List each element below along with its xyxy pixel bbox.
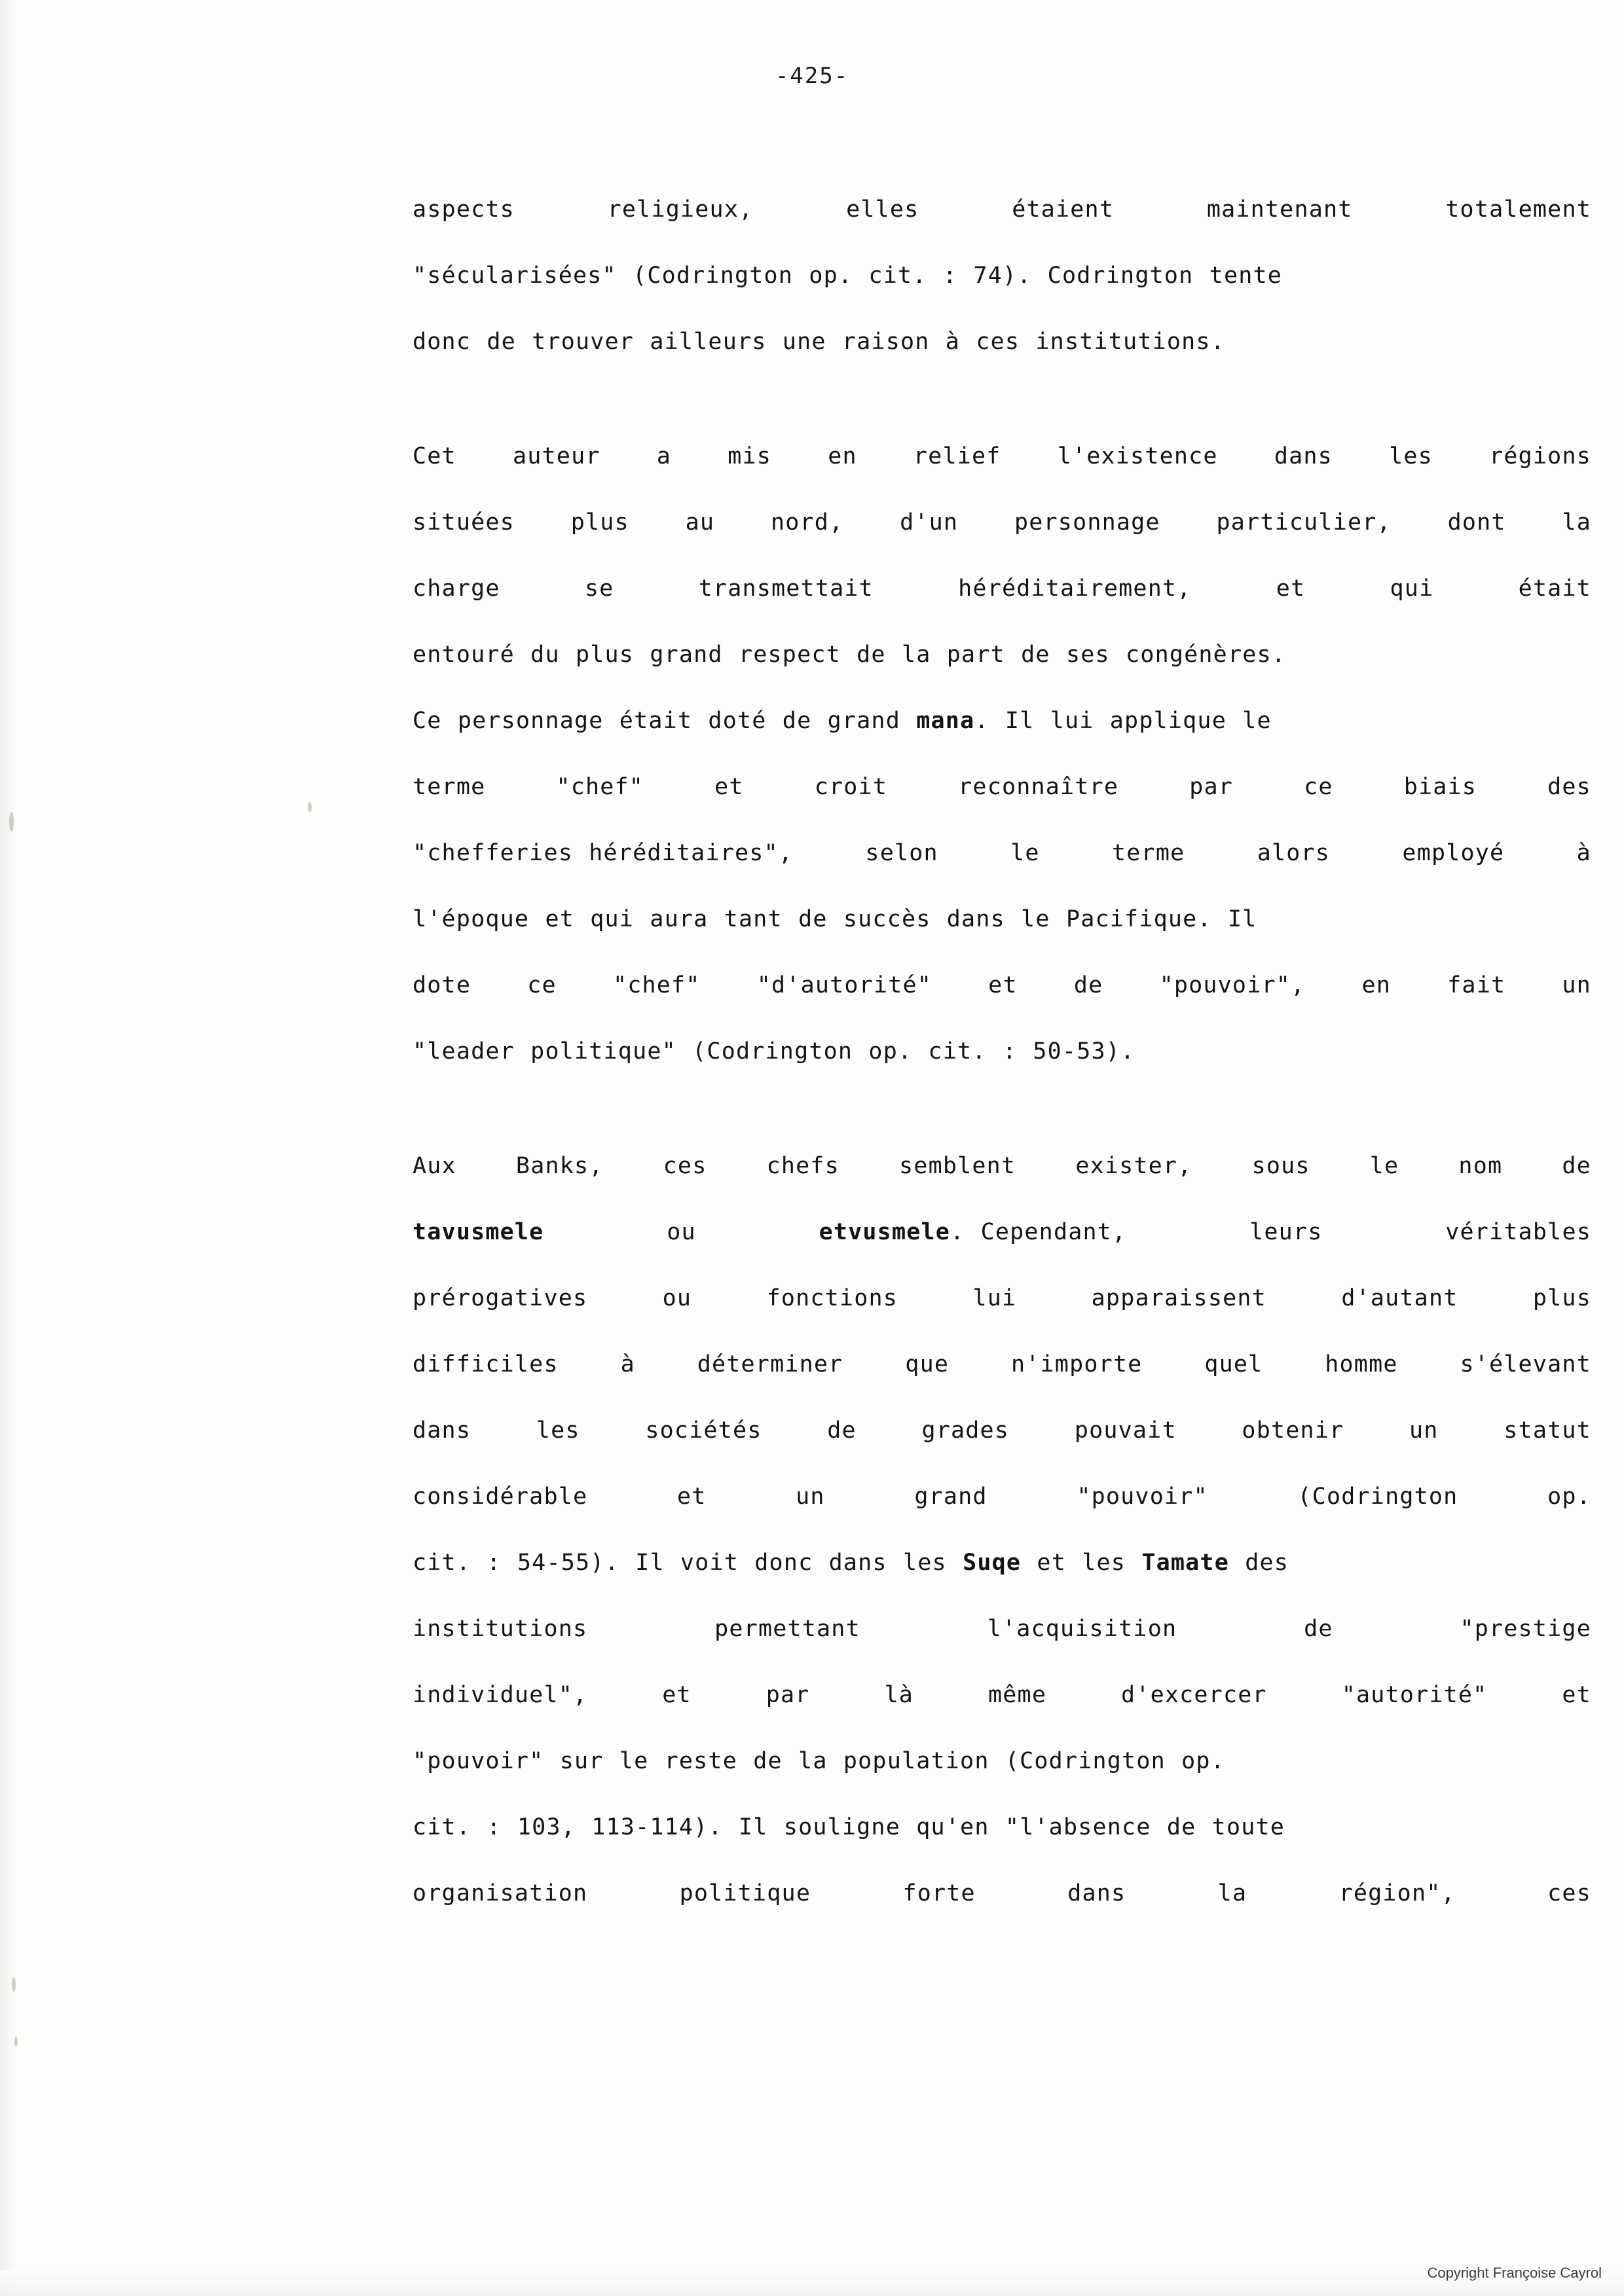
vernacular-term: Suqe — [963, 1550, 1022, 1576]
text-line: terme "chef" et croit reconnaître par ce biais des — [413, 774, 1591, 800]
scan-speck — [9, 812, 14, 831]
emphasis-term: mana — [916, 708, 975, 734]
copyright-notice: Copyright Françoise Cayrol — [1427, 2265, 1602, 2281]
text-line: cit. : 54-55). Il voit donc dans les Suqe et les Tamate des — [413, 1550, 1289, 1576]
text-line: l'époque et qui aura tant de succès dans le Pacifique. Il — [413, 906, 1257, 932]
text-line: entouré du plus grand respect de la part de ses congénères. — [413, 642, 1287, 668]
text-line: situées plus au nord, d'un personnage particulier, dont la — [413, 509, 1591, 536]
text-line: individuel", et par là même d'excercer "autorité" et — [413, 1682, 1591, 1708]
scan-speck — [12, 1977, 16, 1992]
text-line: Cet auteur a mis en relief l'existence dans les régions — [413, 443, 1591, 469]
text-line: tavusmele ou etvusmele. Cependant, leurs véritables — [413, 1199, 1591, 1266]
text-line: Ce personnage était doté de grand mana. Il lui applique le — [413, 708, 1272, 734]
paragraph — [413, 177, 1591, 375]
scan-speck — [308, 802, 312, 812]
text-line: "sécularisées" (Codrington op. cit. : 74). Codrington tente — [413, 263, 1283, 289]
vernacular-term: tavusmele — [413, 1219, 544, 1245]
vernacular-term: Tamate — [1141, 1550, 1229, 1576]
paragraph — [413, 424, 1591, 1085]
text-line: considérable et un grand "pouvoir" (Codrington op. — [413, 1484, 1591, 1510]
text-line: "chefferies héréditaires", selon le terme alors employé à — [413, 840, 1591, 866]
text-line: dote ce "chef" "d'autorité" et de "pouvoir", en fait un — [413, 972, 1591, 998]
text-line: charge se transmettait héréditairement, et qui était — [413, 575, 1591, 602]
text-line: aspects religieux, elles étaient maintenant totalement — [413, 196, 1591, 223]
text-line: institutions permettant l'acquisition de "prestige — [413, 1616, 1591, 1642]
text-line: "leader politique" (Codrington op. cit. : 50-53). — [413, 1038, 1135, 1065]
document-body — [413, 177, 1591, 1927]
paragraph — [413, 1133, 1591, 1927]
text-line: cit. : 103, 113-114). Il souligne qu'en "l'absence de toute — [413, 1814, 1285, 1840]
text-line: Aux Banks, ces chefs semblent exister, sous le nom de — [413, 1153, 1591, 1179]
text-line: dans les sociétés de grades pouvait obtenir un statut — [413, 1417, 1591, 1444]
text-line: difficiles à déterminer que n'importe quel homme s'élevant — [413, 1351, 1591, 1377]
page-edge-shadow-bottom — [0, 2270, 1624, 2296]
page-edge-shadow-left — [0, 0, 17, 2296]
text-line: "pouvoir" sur le reste de la population (Codrington op. — [413, 1748, 1225, 1774]
text-line: organisation politique forte dans la région", ces — [413, 1880, 1591, 1906]
vernacular-term: etvusmele — [819, 1219, 951, 1245]
page-number: -425- — [775, 63, 849, 89]
text-line: prérogatives ou fonctions lui apparaissent d'autant plus — [413, 1285, 1591, 1311]
scan-speck — [14, 2036, 18, 2047]
text-line: donc de trouver ailleurs une raison à ces institutions. — [413, 329, 1225, 355]
